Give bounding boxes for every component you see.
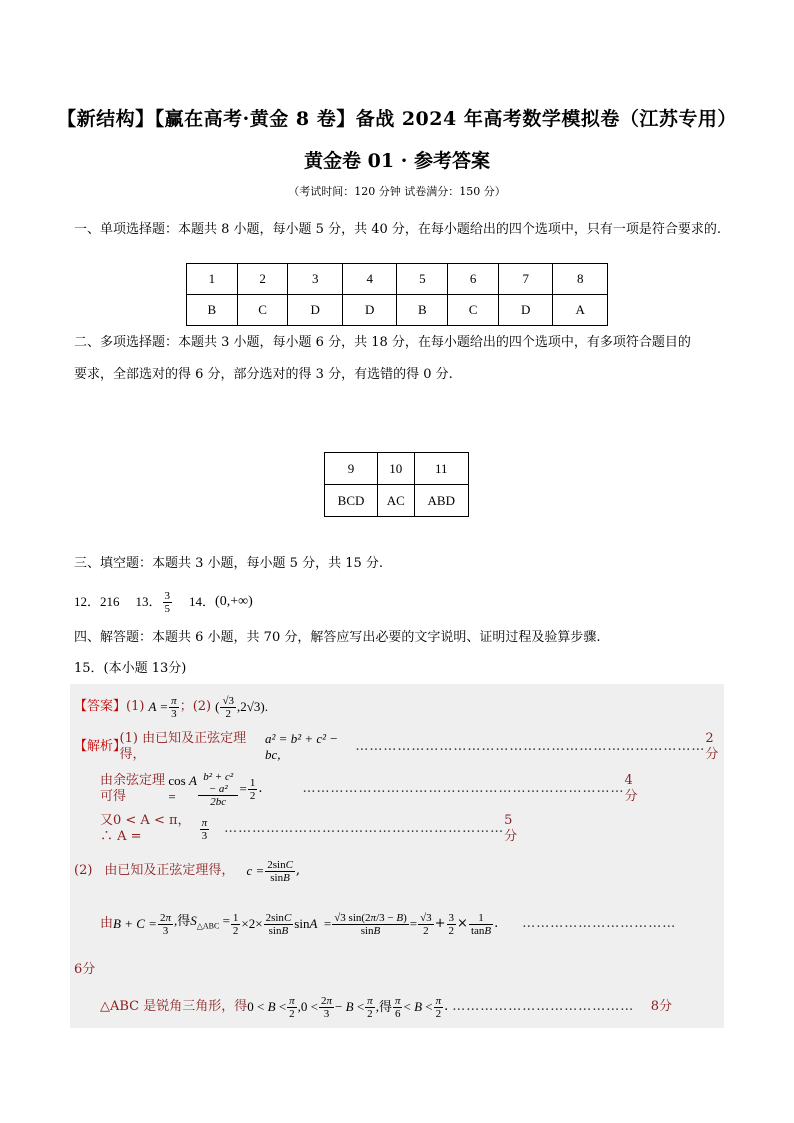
table-cell: B	[397, 295, 448, 326]
multi-choice-answer-table	[324, 452, 469, 517]
table-cell: D	[288, 295, 343, 326]
pi-over-6: $\frac{\pi}{6}$	[394, 994, 401, 1020]
section-3-instructions: 三、填空题：本题共 3 小题，每小题 5 分，共 15 分.	[74, 556, 384, 571]
one-over-tan-b: $\frac{1}{\tan B}$	[470, 911, 492, 937]
sqrt3-over-2: $\frac{√3}{2}$	[420, 911, 432, 937]
period: .	[444, 999, 449, 1014]
pi-over-2: $\frac{\pi}{2}$	[289, 994, 295, 1020]
answer-line	[74, 692, 268, 722]
fraction-numerator: 3	[164, 589, 171, 602]
document-subtitle: 黄金卷 01 · 参考答案	[304, 150, 490, 172]
score-mark: 2分	[705, 731, 719, 762]
period: .	[494, 916, 499, 931]
table-cell: 2	[237, 264, 288, 295]
analysis-line-2	[100, 772, 640, 806]
answer-12: 12．216	[74, 594, 120, 609]
table-cell: D	[342, 295, 397, 326]
analysis-text: 由	[100, 916, 114, 931]
table-cell: ABD	[414, 485, 468, 517]
table-row-answers	[187, 295, 608, 326]
b-bound: < B <	[403, 999, 433, 1014]
answer-part1-math: A =	[148, 699, 169, 714]
analysis-equation: a² = b² + c² − bc,	[265, 731, 339, 762]
score-leader-dots: ……………………………………………………	[224, 821, 505, 836]
score-mark: 5分	[504, 813, 518, 844]
document-title: 【新结构】【赢在高考·黄金 8 卷】备战 2024 年高考数学模拟卷（江苏专用）	[57, 108, 737, 130]
table-cell: C	[448, 295, 499, 326]
analysis-text: (1) 由已知及正弦定理得，	[119, 731, 247, 762]
answer-14-label: 14．	[189, 594, 216, 609]
section-4-instructions: 四、解答题：本题共 6 小题，共 70 分，解答应写出必要的文字说明、证明过程及验算步骤.	[74, 630, 601, 645]
table-row-numbers	[187, 264, 608, 295]
score-leader-dots: ……………………………………………………………	[302, 781, 625, 796]
c-equals: c =	[246, 863, 265, 878]
sin-a: sinA =	[294, 916, 332, 931]
table-cell: 6	[448, 264, 499, 295]
table-cell: 4	[342, 264, 397, 295]
inequality-start: 0 < B <	[247, 999, 287, 1014]
answer-13-label: 13．	[135, 594, 162, 609]
cosine-rule-fraction: $\frac{\text{b² + c² − a²}}{2bc}$	[198, 771, 239, 808]
score-mark: 8分	[650, 999, 672, 1014]
table-row-numbers	[325, 453, 469, 485]
area-fraction: $\frac{√3 \sin(2\pi/3 - B)}{\sin B}$	[334, 911, 407, 937]
fill-in-answers	[74, 587, 253, 617]
fraction-denominator: 5	[164, 602, 171, 615]
three-halves: $\frac{3}{2}$	[448, 911, 455, 937]
answer-13-fraction	[163, 590, 173, 615]
score-mark-6: 6分	[74, 962, 96, 977]
period: .	[258, 781, 263, 796]
answer-14-value: (0,+∞)	[215, 594, 253, 609]
exam-info: （考试时间：120 分钟 试卷满分：150 分）	[288, 185, 506, 198]
table-cell: C	[237, 295, 288, 326]
table-cell: BCD	[325, 485, 378, 517]
one-half: $\frac{1}{2}$	[232, 911, 239, 937]
analysis-text: △ABC 是锐角三角形，得	[100, 999, 248, 1014]
pi-over-2: $\frac{\pi}{2}$	[367, 994, 373, 1020]
table-cell: 10	[378, 453, 414, 485]
analysis-text: 又0 < A < π，∴ A =	[100, 813, 191, 844]
score-leader-dots: …………………………………	[452, 999, 635, 1014]
two-pi-over-3: $\frac{2\pi}{3}$	[321, 994, 333, 1020]
analysis-line-4	[74, 854, 300, 888]
score-leader-dots: …………………………………………………………………	[355, 739, 706, 754]
area-expression: ,得$S_{\triangle ABC}$ =	[173, 913, 230, 931]
section-2-instructions-line1: 二、多项选择题：本题共 3 小题，每小题 6 分，共 18 分，在每小题给出的四个选项中，有多项符合题目的	[74, 335, 691, 350]
cos-a-expression: cos A =	[168, 773, 197, 804]
inequality-mid: ,0 <	[297, 999, 319, 1014]
table-cell: 3	[288, 264, 343, 295]
b-plus-c: B + C =	[113, 916, 157, 931]
get-range: ,得	[375, 999, 392, 1014]
equals-sign: =	[409, 916, 418, 931]
minus-b: − B <	[335, 999, 365, 1014]
one-half: $\frac{1}{2}$	[249, 776, 256, 802]
two-pi-over-3: $\frac{2\pi}{3}$	[159, 911, 171, 937]
answer-part1-label: (1)	[126, 699, 145, 714]
table-cell: 8	[553, 264, 608, 295]
sqrt3-over-2: $\frac{√3}{2}$	[222, 694, 234, 720]
score-mark: 4分	[624, 773, 638, 804]
table-cell: 7	[498, 264, 553, 295]
answer-tag: 【答案】	[74, 699, 127, 714]
answer-part2-rest: ,2√3).	[237, 699, 268, 714]
analysis-text: 由余弦定理可得	[100, 773, 166, 804]
c-fraction: $\frac{2\sin C}{\sin B}$	[267, 858, 293, 884]
analysis-text: 由已知及正弦定理得，	[104, 863, 235, 878]
section-1-instructions: 一、单项选择题：本题共 8 小题，每小题 5 分，共 40 分，在每小题给出的四个选项中，只有一项是符合要求的.	[74, 222, 722, 237]
table-cell: D	[498, 295, 553, 326]
table-cell: 9	[325, 453, 378, 485]
answer-part2-math: (	[215, 699, 220, 714]
score-leader-dots: ……………………………	[522, 916, 677, 931]
table-cell: B	[187, 295, 238, 326]
table-row-answers	[325, 485, 469, 517]
question-15-title: 15．(本小题 13分)	[74, 661, 187, 676]
comma: ,	[295, 863, 301, 878]
analysis-tag: 【解析】	[74, 739, 127, 754]
pi-over-3: $\frac{\pi}{3}$	[171, 694, 177, 720]
analysis-line-3	[100, 814, 520, 844]
analysis-line-1	[74, 731, 724, 762]
plus-sign: +	[434, 916, 446, 931]
table-cell: 11	[414, 453, 468, 485]
table-cell: A	[553, 295, 608, 326]
times-sign: ×	[457, 916, 468, 931]
section-2-instructions-line2: 要求，全部选对的得 6 分，部分选对的得 3 分，有选错的得 0 分.	[74, 367, 453, 382]
answer-part2-label: ；(2)	[179, 699, 212, 714]
analysis-line-5	[100, 904, 730, 944]
times-2: ×2×	[241, 916, 263, 931]
c-fraction: $\frac{2\sin C}{\sin B}$	[265, 911, 292, 937]
table-cell: AC	[378, 485, 414, 517]
single-choice-answer-table	[186, 263, 608, 326]
equals-sign: =	[239, 781, 247, 796]
pi-over-2: $\frac{\pi}{2}$	[435, 994, 442, 1020]
part-2-label: (2)	[74, 863, 93, 878]
analysis-line-6	[100, 990, 672, 1024]
pi-over-3: $\frac{\pi}{3}$	[201, 816, 208, 842]
table-cell: 1	[187, 264, 238, 295]
table-cell: 5	[397, 264, 448, 295]
